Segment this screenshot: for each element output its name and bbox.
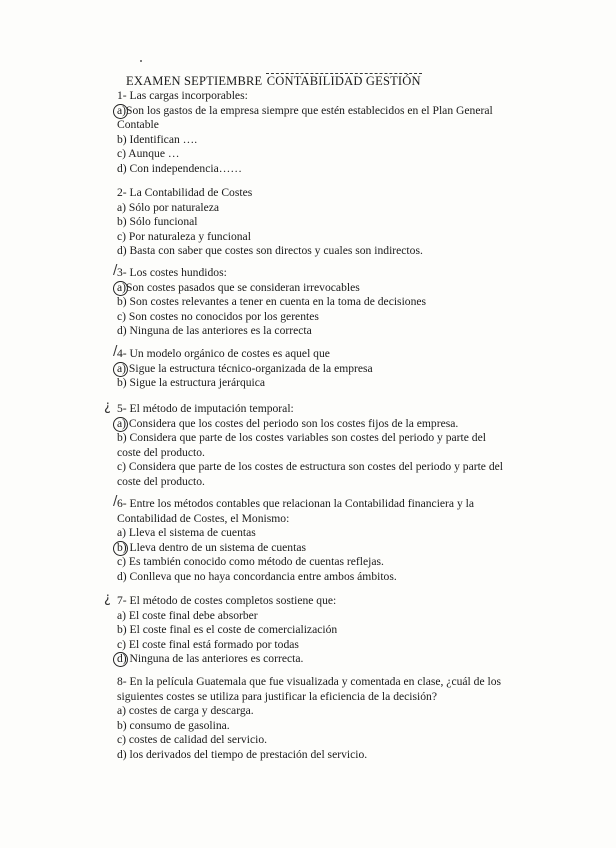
selected-answer-circle xyxy=(113,417,128,432)
answer-option: a) Sólo por naturaleza xyxy=(117,200,220,214)
question-8 xyxy=(117,675,512,763)
answer-option: b) El coste final es el coste de comercialización xyxy=(117,623,338,637)
question-stem: 7- El método de costes completos sostiene que: xyxy=(117,594,337,607)
question-5 xyxy=(117,402,512,490)
title-prefix: EXAMEN SEPTIEMBRE xyxy=(126,74,266,88)
margin-mark: / xyxy=(113,494,118,509)
selected-answer-circle xyxy=(113,104,128,119)
question-3 xyxy=(117,266,512,339)
answer-option: b) Sólo funcional xyxy=(117,215,198,229)
answer-option: a) Sigue la estructura técnico-organizada de la empresa xyxy=(117,362,512,377)
answer-option: b) Sigue la estructura jerárquica xyxy=(117,376,266,390)
answer-option: b) Lleva dentro de un sistema de cuentas xyxy=(117,541,512,556)
answer-option: d) Con independencia…… xyxy=(117,161,242,175)
answer-option: c) Es también conocido como método de cuentas reflejas. xyxy=(117,555,384,569)
answer-option: d) Ninguna de las anteriores es correcta. xyxy=(117,652,512,667)
answer-option: d) los derivados del tiempo de prestación del servicio. xyxy=(117,747,368,761)
answer-option: c) Son costes no conocidos por los gerentes xyxy=(117,309,319,323)
answer-option: d) Basta con saber que costes son directos y cuales son indirectos. xyxy=(117,244,423,258)
answer-option: c) El coste final está formado por todas xyxy=(117,637,299,651)
answer-option: c) Aunque … xyxy=(117,147,180,161)
question-stem: 8- En la película Guatemala que fue visualizada y comentada en clase, ¿cuál de los siguientes costes se utiliza para justificar la eficiencia de la decisión? xyxy=(117,675,502,703)
question-1 xyxy=(117,89,512,177)
answer-option: a)Son los gastos de la empresa siempre que estén establecidos en el Plan General xyxy=(117,104,512,119)
margin-mark: ¿ xyxy=(104,399,111,414)
answer-option: c) costes de calidad del servicio. xyxy=(117,733,268,747)
question-7 xyxy=(117,594,512,667)
answer-option: a) Considera que los costes del periodo son los costes fijos de la empresa. xyxy=(117,417,512,432)
answer-option: d) Ninguna de las anteriores es la correcta xyxy=(117,324,312,338)
question-4 xyxy=(117,347,512,391)
question-2 xyxy=(117,186,512,259)
question-6 xyxy=(117,497,512,585)
selected-answer-circle xyxy=(113,281,128,296)
answer-option: a) costes de carga y descarga. xyxy=(117,704,254,718)
title-subject: CONTABILIDAD GESTIÓN xyxy=(266,74,421,88)
question-stem: 3- Los costes hundidos: xyxy=(117,266,227,279)
answer-option: a)Son costes pasados que se consideran irrevocables xyxy=(117,281,512,296)
question-stem: 2- La Contabilidad de Costes xyxy=(117,186,253,199)
margin-mark: / xyxy=(113,344,118,359)
margin-mark: ¿ xyxy=(104,591,111,606)
question-stem: 6- Entre los métodos contables que relacionan la Contabilidad financiera y la Contabilidad de Costes, el Monismo: xyxy=(117,497,475,525)
answer-option: b) consumo de gasolina. xyxy=(117,718,230,732)
question-stem: 4- Un modelo orgánico de costes es aquel que xyxy=(117,347,330,360)
answer-option: a) Lleva el sistema de cuentas xyxy=(117,526,256,540)
answer-option: c) Por naturaleza y funcional xyxy=(117,229,251,243)
margin-mark: / xyxy=(113,263,118,278)
exam-title xyxy=(126,74,422,89)
answer-option: Contable xyxy=(117,118,159,132)
answer-option: b) Considera que parte de los costes variables son costes del periodo y parte del coste del producto. xyxy=(117,431,486,459)
question-stem: 5- El método de imputación temporal: xyxy=(117,402,294,415)
scan-speck xyxy=(140,60,142,62)
selected-answer-circle xyxy=(113,362,128,377)
answer-option: a) El coste final debe absorber xyxy=(117,608,258,622)
selected-answer-circle xyxy=(113,541,128,556)
answer-option: b) Identifican …. xyxy=(117,132,198,146)
answer-option: d) Conlleva que no haya concordancia entre ambos ámbitos. xyxy=(117,569,397,583)
answer-option: b) Son costes relevantes a tener en cuenta en la toma de decisiones xyxy=(117,295,427,309)
question-stem: 1- Las cargas incorporables: xyxy=(117,89,248,102)
answer-option: c) Considera que parte de los costes de estructura son costes del periodo y parte del coste del producto. xyxy=(117,460,504,488)
